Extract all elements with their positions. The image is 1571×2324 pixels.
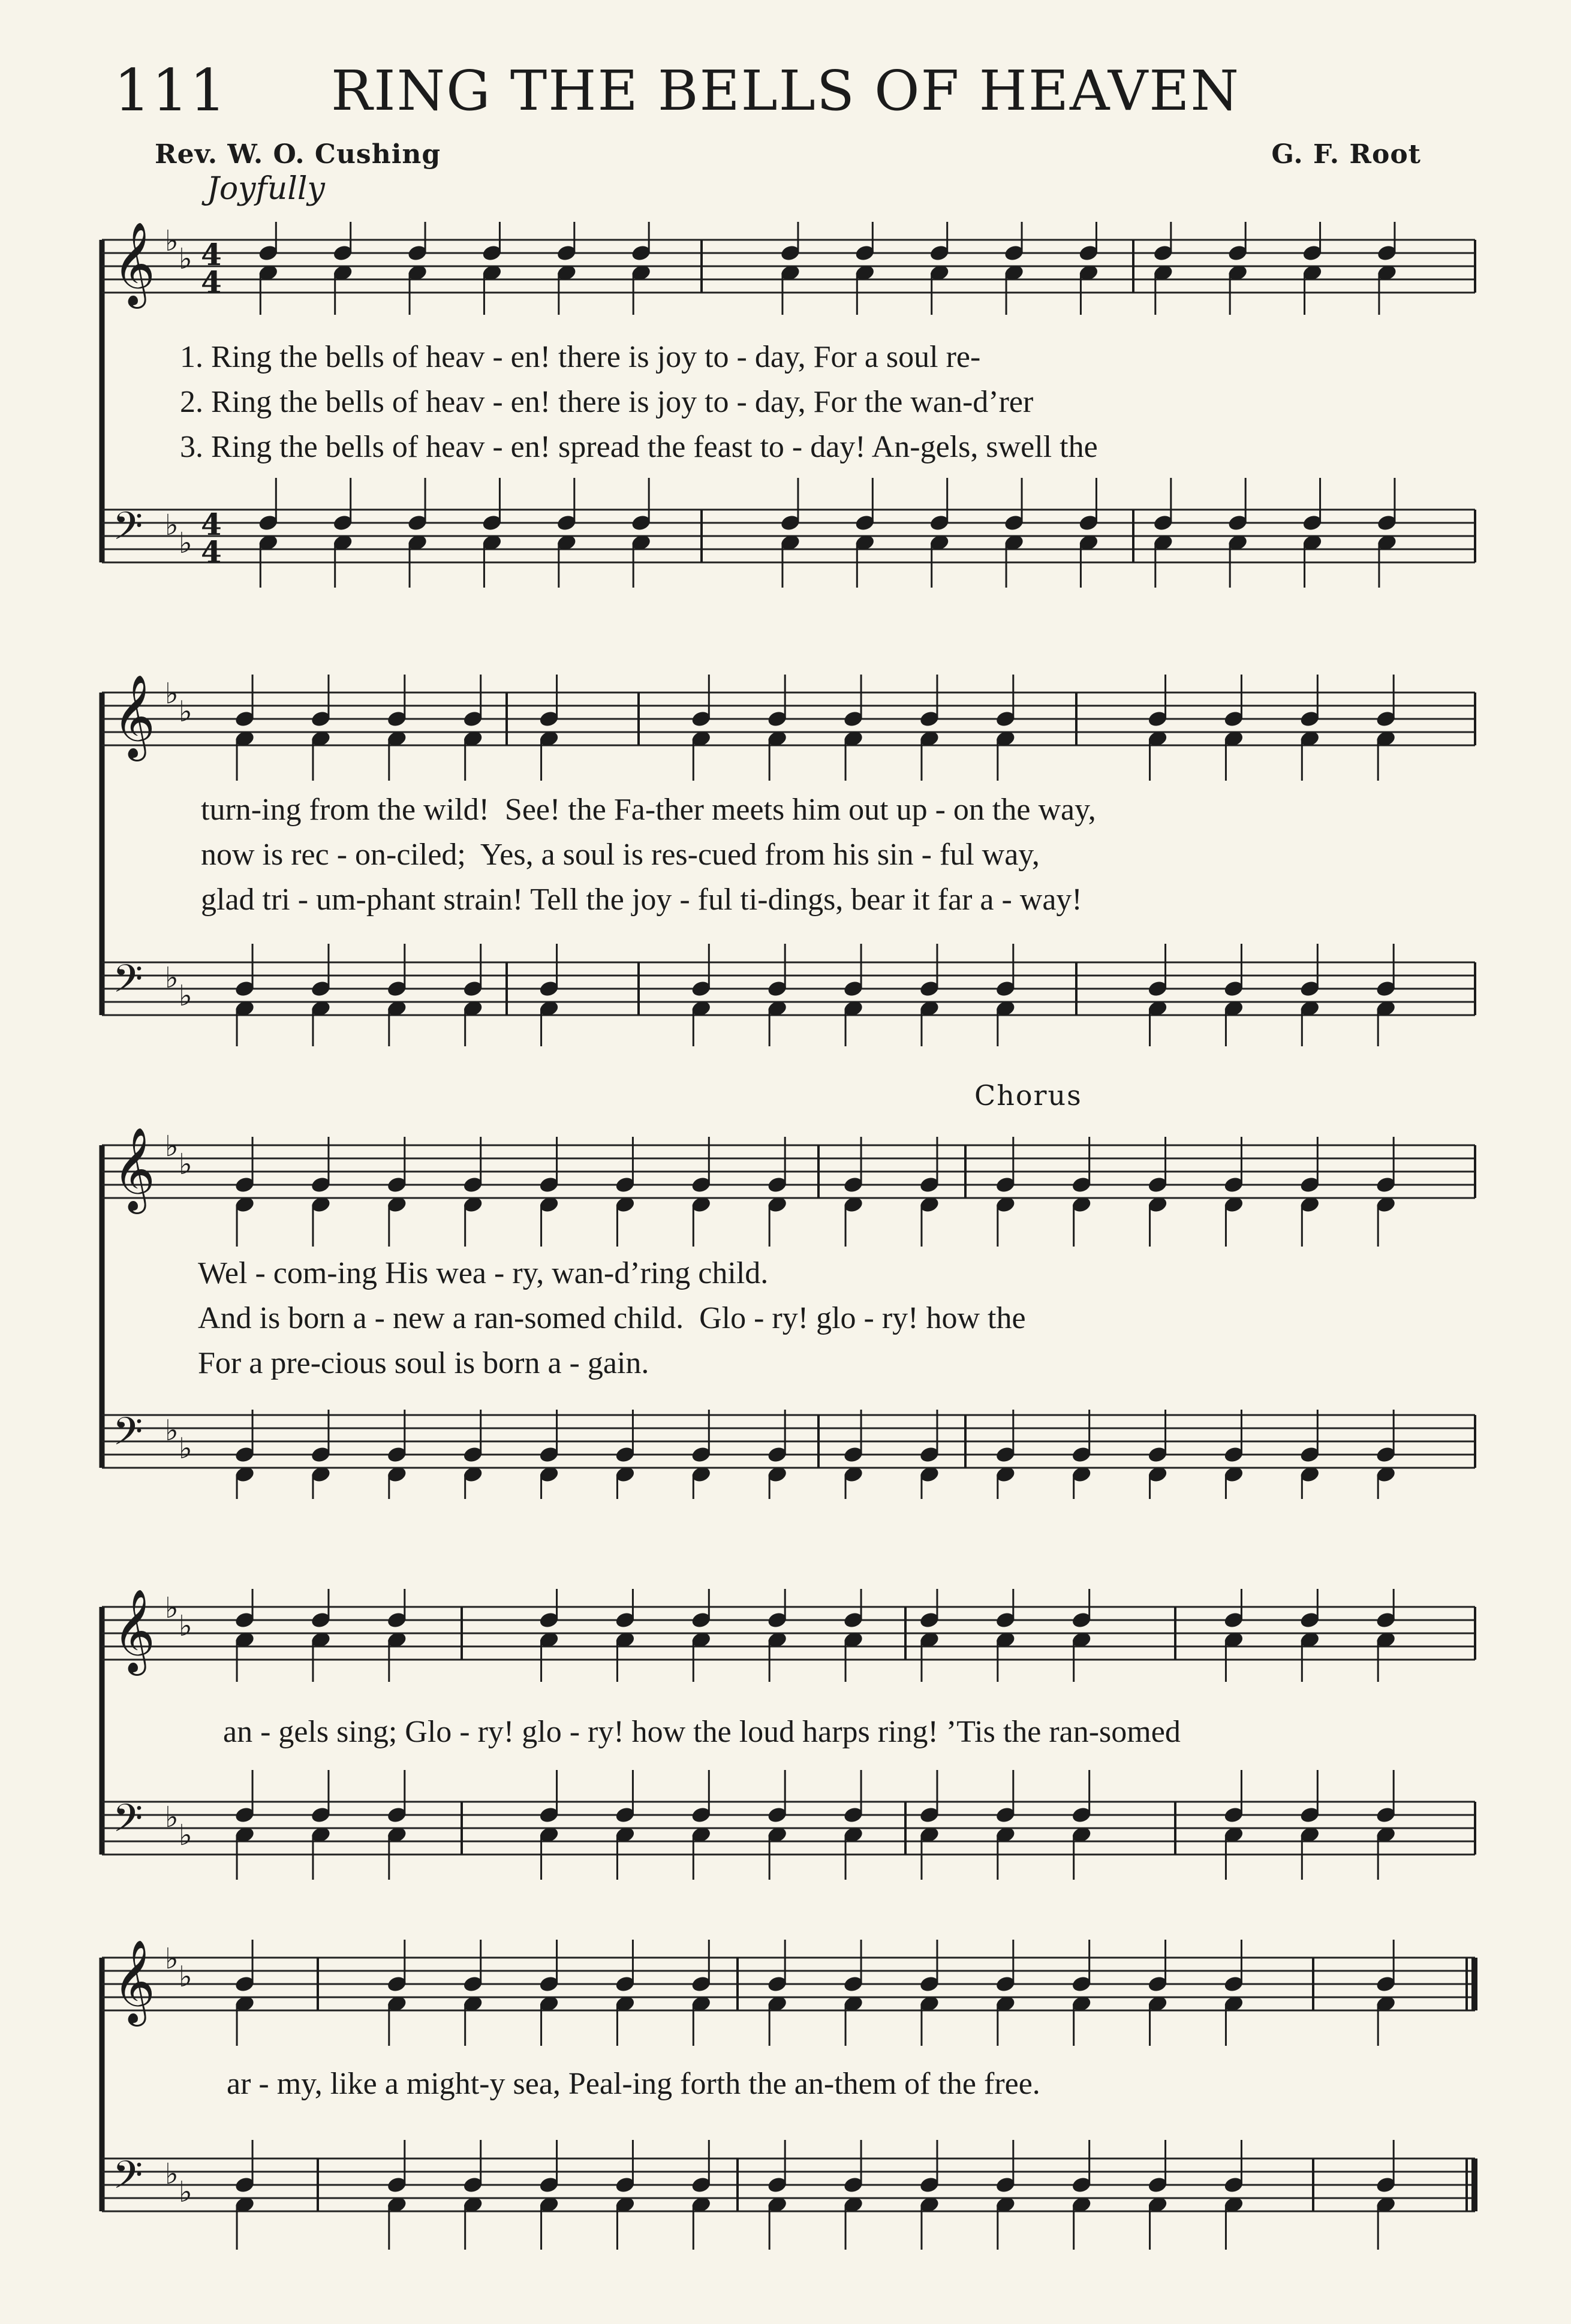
treble-clef-icon: 𝄞 [113,1589,155,1672]
treble-clef-icon: 𝄞 [113,675,155,758]
flat-sign-icon: ♭ [165,961,179,995]
flat-sign-icon: ♭ [179,695,192,728]
lyric-line-verse-3: For a pre-cious soul is born a - gain. [198,1346,649,1380]
page-header [0,0,1571,252]
hymn-number: 111 [114,57,228,124]
flat-sign-icon: ♭ [179,242,192,276]
flat-sign-icon: ♭ [179,1960,192,1994]
final-barline-thick [1471,2159,1477,2211]
treble-clef-icon: 𝄞 [113,222,155,305]
flat-sign-icon: ♭ [179,1148,192,1181]
bass-clef-icon: 𝄢 [113,957,143,1011]
bass-clef-icon: 𝄢 [113,1410,143,1464]
music-system-3 [0,1127,1571,1499]
flat-sign-icon: ♭ [179,979,192,1013]
lyric-line-verse-2: 2. Ring the bells of heav - en! there is joy to - day, For the wan-d’rer [180,385,1034,419]
flat-sign-icon: ♭ [165,1942,179,1976]
lyric-line: ar - my, like a might-y sea, Peal-ing forth the an-them of the free. [227,2067,1040,2101]
composer-credit: G. F. Root [1271,139,1421,170]
flat-sign-icon: ♭ [165,508,179,542]
lyric-line-verse-3: glad tri - um-phant strain! Tell the joy - ful ti-dings, bear it far a - way! [201,883,1082,917]
lyric-line: an - gels sing; Glo - ry! glo - ry! how the loud harps ring! ’Tis the ran-somed [223,1715,1181,1749]
music-system-4 [0,1589,1571,1889]
tempo-marking: Joyfully [207,171,325,207]
flat-sign-icon: ♭ [165,1414,179,1447]
lyric-line-verse-3: 3. Ring the bells of heav - en! spread the feast to - day! An-gels, swell the [180,430,1098,464]
flat-sign-icon: ♭ [179,1432,192,1465]
bass-clef-icon: 𝄢 [113,504,143,558]
flat-sign-icon: ♭ [179,526,192,560]
chorus-label: Chorus [974,1079,1082,1112]
flat-sign-icon: ♭ [165,1801,179,1834]
final-barline-thick [1471,1958,1477,2010]
lyric-line-verse-2: now is rec - on-ciled; Yes, a soul is res-cued from his sin - ful way, [201,838,1040,872]
music-system-5 [0,1940,1571,2251]
time-signature-denominator: 4 [201,534,222,570]
flat-sign-icon: ♭ [179,2175,192,2209]
lyric-line-verse-2: And is born a - new a ran-somed child. Glo - ry! glo - ry! how the [198,1301,1026,1335]
time-signature-numerator: 4 [201,507,222,542]
flat-sign-icon: ♭ [165,1130,179,1163]
music-system-2 [0,675,1571,1046]
flat-sign-icon: ♭ [165,677,179,711]
lyricist-credit: Rev. W. O. Cushing [155,139,441,170]
flat-sign-icon: ♭ [165,224,179,258]
flat-sign-icon: ♭ [165,2157,179,2191]
time-signature-denominator: 4 [201,264,222,300]
bass-clef-icon: 𝄢 [113,1796,143,1850]
flat-sign-icon: ♭ [165,1591,179,1625]
hymn-title: RING THE BELLS OF HEAVEN [331,59,1240,123]
lyric-line-verse-1: turn-ing from the wild! See! the Fa-ther meets him out up - on the way, [201,793,1096,827]
bass-clef-icon: 𝄢 [113,2153,143,2207]
treble-clef-icon: 𝄞 [113,1127,155,1211]
flat-sign-icon: ♭ [179,1819,192,1852]
lyric-line-verse-1: 1. Ring the bells of heav - en! there is joy to - day, For a soul re- [180,340,981,374]
lyric-line-verse-1: Wel - com-ing His wea - ry, wan-d’ring child. [198,1256,769,1290]
flat-sign-icon: ♭ [179,1609,192,1643]
time-signature-numerator: 4 [201,237,222,272]
music-system-1 [0,222,1571,594]
treble-clef-icon: 𝄞 [113,1940,155,2023]
